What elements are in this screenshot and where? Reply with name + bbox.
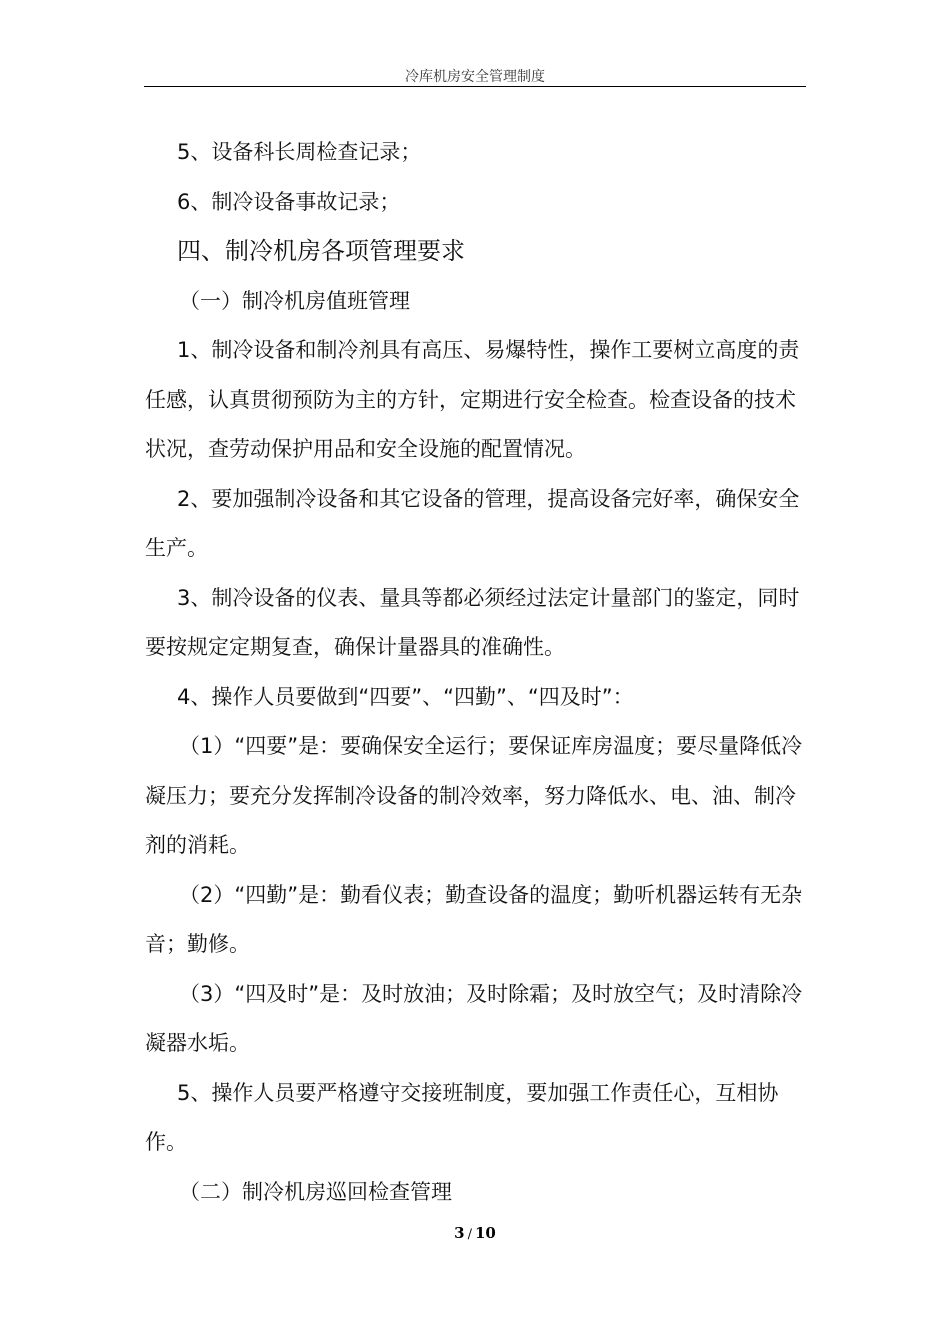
section-heading: 四、制冷机房各项管理要求 [177,237,465,265]
page-total: 10 [474,1224,496,1242]
paragraph-4-3: （3）“四及时”是：及时放油；及时除霜；及时放空气；及时清除冷凝器水垢。 [145,981,803,1055]
list-item-5: 5、设备科长周检查记录； [177,140,422,164]
page-current: 3 [454,1224,465,1242]
document-body [145,128,805,1217]
paragraph-5: 5、操作人员要严格遵守交接班制度，要加强工作责任心，互相协作。 [145,1080,779,1154]
running-header-title: 冷库机房安全管理制度 [405,69,545,85]
page-separator: / [467,1227,472,1242]
paragraph-4-2: （2）“四勤”是：勤看仪表；勤查设备的温度；勤听机器运转有无杂音；勤修。 [145,882,803,956]
paragraph-1: 1、制冷设备和制冷剂具有高压、易爆特性，操作工要树立高度的责任感，认真贯彻预防为主的方针，定期进行安全检查。检查设备的技术状况，查劳动保护用品和安全设施的配置情况。 [145,338,800,461]
paragraph-2: 2、要加强制冷设备和其它设备的管理，提高设备完好率，确保安全生产。 [145,486,800,560]
list-item-6: 6、制冷设备事故记录； [177,189,401,214]
paragraph-4-1: （1）“四要”是：要确保安全运行；要保证库房温度；要尽量降低冷凝压力；要充分发挥制冷设备的制冷效率，努力降低水、电、油、制冷剂的消耗。 [145,734,803,857]
page-number [0,1224,950,1242]
paragraph-4: 4、操作人员要做到“四要”、“四勤”、“四及时”： [177,684,634,709]
paragraph-3: 3、制冷设备的仪表、量具等都必须经过法定计量部门的鉴定，同时要按规定定期复查，确保计量器具的准确性。 [145,585,800,659]
subsection-heading-inspection: （二）制冷机房巡回检查管理 [179,1179,452,1204]
header-rule [144,86,806,87]
subsection-heading-duty: （一）制冷机房值班管理 [179,288,410,313]
